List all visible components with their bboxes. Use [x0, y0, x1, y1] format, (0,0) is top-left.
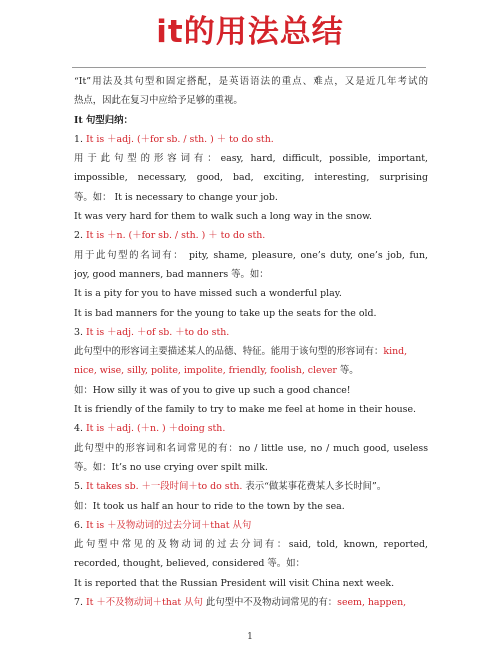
- pattern-7-note: 此句型中不及物动词常见的有：: [202, 597, 338, 609]
- intro-line-1: “It”用法及其句型和固定搭配，是英语语法的重点、难点，又是近几年考试的: [74, 76, 428, 87]
- pattern-1-line: 用于此句型的形容词有：easy, hard, difficult, possible, important,: [74, 153, 428, 165]
- pattern-5-heading: [74, 477, 428, 496]
- pattern-2-heading: [74, 226, 428, 245]
- pattern-formula: It ＋不及物动词＋that 从句: [85, 597, 203, 609]
- pattern-3-line: It is friendly of the family to try to make me feel at home in their house.: [74, 404, 416, 416]
- pattern-1-line: impossible, necessary, good, bad, exciting, interesting, surprising: [74, 172, 428, 184]
- pattern-3-lead: [74, 342, 428, 361]
- pattern-1-line: It was very hard for them to walk such a long way in the snow.: [74, 211, 372, 223]
- pattern-6-line: 此句型中常见的及物动词的过去分词有：said, told, known, reported,: [74, 539, 428, 551]
- pattern-7-heading: [74, 593, 428, 612]
- pattern-formula: It is ＋adj. (＋n. ) ＋doing sth.: [85, 423, 226, 435]
- pattern-2-line: joy, good manners, bad manners 等。如：: [74, 268, 269, 280]
- page-title: it的用法总结: [156, 14, 344, 50]
- pattern-3-heading: [74, 323, 428, 342]
- pattern-6-line: recorded, thought, believed, considered 等。如：: [74, 558, 305, 570]
- page-number: 1: [247, 632, 253, 642]
- pattern-4-line: 等。如：It’s no use crying over spilt milk.: [74, 461, 268, 473]
- pattern-4-heading: [74, 419, 428, 438]
- pattern-4-line: 此句型中的形容词和名词常见的有：no / little use, no / much good, useless: [74, 442, 428, 454]
- pattern-2-line: 用于此句型的名词有： pity, shame, pleasure, one’s duty, one’s job, fun,: [74, 249, 428, 261]
- pattern-6-heading: [74, 516, 428, 535]
- pattern-formula: It takes sb. ＋一段时间＋to do sth.: [85, 481, 243, 493]
- pattern-number: 6.: [74, 519, 83, 531]
- intro-line-2: 热点，因此在复习中应给予足够的重视。: [74, 95, 243, 107]
- section-heading: It 句型归纳：: [74, 114, 133, 126]
- title-divider: [72, 67, 426, 68]
- pattern-1-line: 等。如： It is necessary to change your job.: [74, 191, 278, 203]
- pattern-5-line: 如：It took us half an hour to ride to the town by the sea.: [74, 500, 345, 512]
- pattern-3-adjective-tail: 等。: [336, 365, 359, 377]
- pattern-formula: It is ＋adj. (＋for sb. / sth. ) ＋ to do sth.: [85, 133, 274, 145]
- pattern-number: 7.: [74, 597, 83, 609]
- pattern-2-line: It is bad manners for the young to take up the seats for the old.: [74, 307, 377, 319]
- pattern-number: 1.: [74, 133, 83, 145]
- pattern-7-note-red: seem, happen,: [337, 597, 407, 609]
- pattern-2-line: It is a pity for you to have missed such a wonderful play.: [74, 288, 342, 300]
- pattern-5-note: 表示“做某事花费某人多长时间”。: [242, 481, 387, 493]
- pattern-number: 3.: [74, 326, 83, 338]
- pattern-1-heading: [74, 130, 428, 149]
- pattern-number: 2.: [74, 230, 83, 242]
- pattern-number: 5.: [74, 481, 83, 493]
- document-body: [74, 72, 428, 612]
- pattern-3-lead-text: 此句型中的形容词主要描述某人的品德、特征。能用于该句型的形容词有：: [74, 346, 384, 358]
- pattern-3-line: 如：How silly it was of you to give up such a good chance!: [74, 384, 351, 396]
- pattern-number: 4.: [74, 423, 83, 435]
- pattern-3-adjective-list: nice, wise, silly, polite, impolite, friendly, foolish, clever: [74, 365, 337, 377]
- pattern-3-lead-red: kind,: [383, 346, 408, 358]
- pattern-formula: It is ＋n. (＋for sb. / sth. ) ＋ to do sth.: [85, 230, 266, 242]
- pattern-3-adjectives: [74, 361, 428, 380]
- pattern-6-line: It is reported that the Russian President will visit China next week.: [74, 577, 395, 589]
- pattern-formula: It is ＋adj. ＋of sb. ＋to do sth.: [85, 326, 230, 338]
- pattern-formula: It is ＋及物动词的过去分词＋that 从句: [85, 519, 252, 531]
